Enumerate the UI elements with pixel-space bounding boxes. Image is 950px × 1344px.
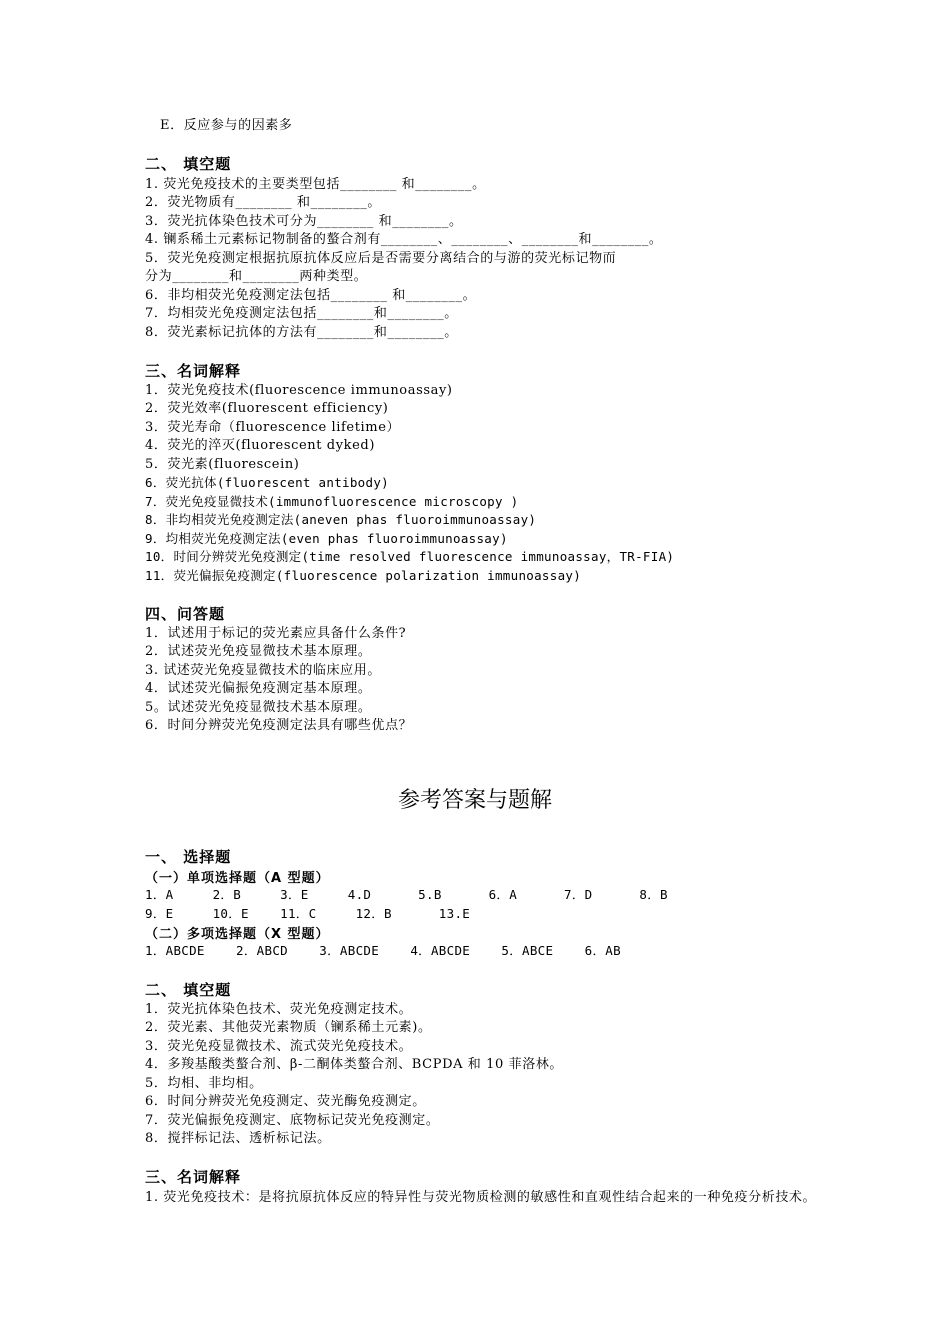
fill-item-7: 7．均相荧光免疫测定法包括________和________。 — [145, 306, 458, 321]
ans-terms-heading: 三、名词解释 — [145, 1168, 242, 1186]
qa-heading: 四、问答题 — [145, 605, 226, 623]
terms-heading: 三、名词解释 — [145, 362, 242, 380]
answers-title: 参考答案与题解 — [397, 788, 552, 813]
fill-item-6: 6．非均相荧光免疫测定法包括________ 和________。 — [145, 288, 477, 303]
ans-fill-item-7: 7．荧光偏振免疫测定、底物标记荧光免疫测定。 — [145, 1113, 440, 1128]
ans-fill-item-1: 1．荧光抗体染色技术、荧光免疫测定技术。 — [145, 1002, 413, 1017]
term-item-10: 10．时间分辨荧光免疫测定(time resolved fluorescence immunoassay，TR-FIA) — [145, 549, 675, 564]
term-item-1: 1．荧光免疫技术(fluorescence immunoassay) — [145, 383, 453, 398]
term-item-2: 2．荧光效率(fluorescent efficiency) — [145, 401, 389, 416]
ans-multi-row-1: 1．ABCDE 2．ABCD 3．ABCDE 4．ABCDE 5．ABCE 6．AB — [145, 943, 621, 958]
ans-fill-item-4: 4．多羧基酸类螯合剂、β-二酮体类螯合剂、BCPDA 和 10 菲洛林。 — [145, 1057, 564, 1072]
qa-item-6: 6．时间分辨荧光免疫测定法具有哪些优点？ — [145, 718, 413, 733]
qa-item-3: 3. 试述荧光免疫显微技术的临床应用。 — [145, 663, 381, 678]
ans-fill-heading: 二、 填空题 — [145, 981, 232, 999]
ans-term-item-1: 1. 荧光免疫技术：是将抗原抗体反应的特异性与荧光物质检测的敏感性和直观性结合起来的一种免疫分析技术。 — [145, 1190, 817, 1205]
fill-item-5: 5．荧光免疫测定根据抗原抗体反应后是否需要分离结合的与游的荧光标记物而 — [145, 251, 617, 266]
ans-single-choice-subheading: （一）单项选择题（A 型题） — [145, 871, 330, 886]
term-item-8: 8．非均相荧光免疫测定法(aneven phas fluoroimmunoassay) — [145, 512, 537, 527]
term-item-4: 4．荧光的淬灭(fluorescent dyked) — [145, 438, 376, 453]
ans-fill-item-5: 5．均相、非均相。 — [145, 1076, 263, 1091]
ans-multi-choice-subheading: （二）多项选择题（X 型题） — [145, 927, 330, 942]
term-item-11: 11．荧光偏振免疫测定(fluorescence polarization immunoassay) — [145, 568, 582, 583]
term-item-5: 5．荧光素(fluorescein) — [145, 457, 300, 472]
fill-item-4: 4. 镧系稀土元素标记物制备的螯合剂有________、________、________和________。 — [145, 232, 663, 247]
term-item-6: 6．荧光抗体(fluorescent antibody) — [145, 475, 389, 490]
fill-heading: 二、 填空题 — [145, 155, 232, 173]
fill-item-1: 1. 荧光免疫技术的主要类型包括________ 和________。 — [145, 177, 486, 192]
qa-item-1: 1．试述用于标记的荧光素应具备什么条件? — [145, 626, 407, 641]
fill-item-2: 2．荧光物质有________ 和________。 — [145, 195, 382, 210]
ans-single-row-1: 1．A 2．B 3．E 4.D 5.B 6．A 7．D 8．B — [145, 887, 668, 902]
fill-item-3: 3．荧光抗体染色技术可分为________ 和________。 — [145, 214, 463, 229]
ans-single-row-2: 9．E 10．E 11．C 12．B 13.E — [145, 906, 471, 921]
qa-item-5: 5。试述荧光免疫显微技术基本原理。 — [145, 700, 372, 715]
term-item-7: 7．荧光免疫显微技术(immunofluorescence microscopy ) — [145, 494, 519, 509]
ans-fill-item-6: 6．时间分辨荧光免疫测定、荧光酶免疫测定。 — [145, 1094, 426, 1109]
fill-item-5-cont: 分为________和________两种类型。 — [145, 269, 368, 284]
qa-item-2: 2．试述荧光免疫显微技术基本原理。 — [145, 644, 372, 659]
term-item-3: 3．荧光寿命（fluorescence lifetime） — [145, 420, 401, 435]
term-item-9: 9．均相荧光免疫测定法(even phas fluoroimmunoassay) — [145, 531, 508, 546]
qa-item-4: 4．试述荧光偏振免疫测定基本原理。 — [145, 681, 372, 696]
ans-fill-item-8: 8．搅拌标记法、透析标记法。 — [145, 1131, 331, 1146]
option-e: E．反应参与的因素多 — [160, 118, 293, 133]
ans-choice-heading: 一、 选择题 — [145, 848, 232, 866]
fill-item-8: 8．荧光素标记抗体的方法有________和________。 — [145, 325, 458, 340]
ans-fill-item-3: 3．荧光免疫显微技术、流式荧光免疫技术。 — [145, 1039, 413, 1054]
ans-fill-item-2: 2．荧光素、其他荧光素物质（镧系稀土元素)。 — [145, 1020, 432, 1035]
